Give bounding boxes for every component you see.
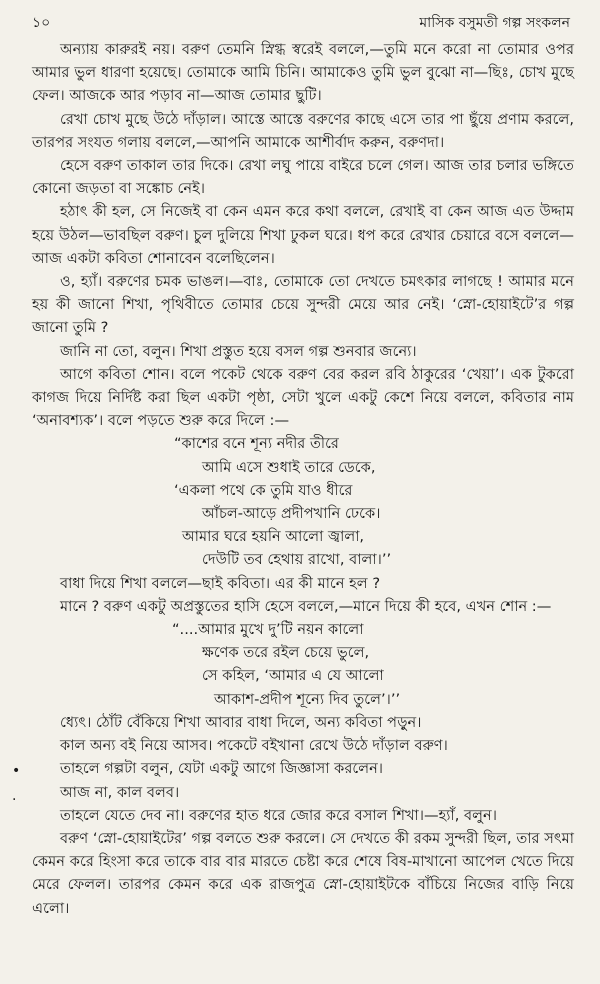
margin-dot-mark: • xyxy=(12,763,21,779)
page-number: ১০ xyxy=(32,15,51,31)
page-header xyxy=(32,14,574,32)
poem-line: আঁচল-আড়ে প্রদীপখানি ঢেকে। xyxy=(202,505,381,523)
paragraph: ও, হ্যাঁ। বরুণের চমক ভাঙল।—বাঃ, তোমাকে তো দেখতে চমৎকার লাগছে ! আমার মনে হয় কী জানো শিখা, পৃথিবীতে তোমার চেয়ে সুন্দরী মেয়ে আর নেই। ‘স্নো-হোয়াইটে’র গল্প জানো তুমি ? xyxy=(32,273,574,337)
paragraph: তাহলে যেতে দেব না। বরুণের হাত ধরে জোর করে বসাল শিখা।—হ্যাঁ, বলুন। xyxy=(60,806,497,824)
paragraph: বাধা দিয়ে শিখা বললে—ছাই কবিতা। এর কী মানে হল ? xyxy=(60,574,381,592)
paragraph: রেখা চোখ মুছে উঠে দাঁড়াল। আস্তে আস্তে বরুণের কাছে এসে তার পা ছুঁয়ে প্রণাম করলে, তারপর সংযত গলায় বললে,—আপনি আমাকে আশীর্বাদ করুন, বরুণদা। xyxy=(32,110,574,151)
poem-line: ‘একলা পথে কে তুমি যাও ধীরে xyxy=(174,481,353,499)
paragraph: অন্যায় কারুরই নয়। বরুণ তেমনি স্নিগ্ধ স্বরেই বললে,—তুমি মনে করো না তোমার ওপর আমার ভুল ধারণা হয়েছে। তোমাকে আমি চিনি। আমাকেও তুমি ভুল বুঝো না—ছিঃ, চোখ মুছে ফেল। আজকে আর পড়াব না—আজ তোমার ছুটি। xyxy=(32,41,574,105)
poem-line: “কাশের বনে শূন্য নদীর তীরে xyxy=(174,435,339,453)
story-text xyxy=(32,38,574,920)
paragraph: হেসে বরুণ তাকাল তার দিকে। রেখা লঘু পায়ে বাইরে চলে গেল। আজ তার চলার ভঙ্গিতে কোনো জড়তা বা সঙ্কোচ নেই। xyxy=(32,157,574,198)
poem-line: দেউটি তব হেথায় রাখো, বালা।’’ xyxy=(202,551,392,569)
poem-line: আমি এসে শুধাই তারে ডেকে, xyxy=(202,458,376,476)
paragraph: কাল অন্য বই নিয়ে আসব। পকেটে বইখানা রেখে উঠে দাঁড়াল বরুণ। xyxy=(60,737,448,755)
paragraph: জানি না তো, বলুন। শিখা প্রস্তুত হয়ে বসল গল্প শুনবার জন্যে। xyxy=(60,342,417,360)
margin-dot-mark: · xyxy=(12,792,17,808)
poem-line: “....আমার মুখে দু’টি নয়ন কালো xyxy=(172,621,364,639)
paragraph: মানে ? বরুণ একটু অপ্রস্তুতের হাসি হেসে বললে,—মানে দিয়ে কী হবে, এখন শোন :— xyxy=(60,597,552,615)
poem-line: আকাশ-প্রদীপ শূন্যে দিব তুলে’।’’ xyxy=(214,690,401,708)
poem-line: আমার ঘরে হয়নি আলো জ্বালা, xyxy=(182,528,365,546)
poem-stanza-2 xyxy=(32,618,574,711)
paragraph: ধ্যেৎ। ঠোঁট বেঁকিয়ে শিখা আবার বাধা দিলে, অন্য কবিতা পড়ুন। xyxy=(60,713,422,731)
paragraph: বরুণ ‘স্নো-হোয়াইটের’ গল্প বলতে শুরু করলে। সে দেখতে কী রকম সুন্দরী ছিল, তার সৎমা কেমন করে হিংসা করে তাকে বার বার মারতে চেষ্টা করে শেষে বিষ-মাখানো আপেল খেতে দিয়ে মেরে ফেলল। তারপর কেমন করে এক রাজপুত্র স্নো-হোয়াইটকে বাঁচিয়ে নিজের বাড়ি নিয়ে এলো। xyxy=(32,829,574,917)
poem-line: ক্ষণেক তরে রইল চেয়ে ভুলে, xyxy=(202,644,370,662)
poem-line: সে কহিল, ‘আমার এ যে আলো xyxy=(202,667,384,685)
paragraph: তাহলে গল্পটা বলুন, যেটা একটু আগে জিজ্ঞাসা করলেন। xyxy=(60,760,384,778)
paragraph: হঠাৎ কী হল, সে নিজেই বা কেন এমন করে কথা বললে, রেখাই বা কেন আজ এত উদ্দাম হয়ে উঠল—ভাবছিল বরুণ। চুল দুলিয়ে শিখা ঢুকল ঘরে। ধপ করে রেখার চেয়ারে বসে বললে—আজ একটা কবিতা শোনাবেন বলেছিলেন। xyxy=(32,203,574,267)
paragraph: আগে কবিতা শোন। বলে পকেট থেকে বরুণ বের করল রবি ঠাকুরের ‘খেয়া’। এক টুকরো কাগজ দিয়ে নির্দিষ্ট করা ছিল একটা পৃষ্ঠা, সেটা খুলে একটু কেশে নিয়ে বললে, কবিতার নাম ‘অনাবশ্যক’। বলে পড়তে শুরু করে দিলে :— xyxy=(32,365,574,430)
poem-stanza-1 xyxy=(32,432,574,571)
paragraph: আজ না, কাল বলব। xyxy=(60,783,180,801)
book-title: মাসিক বসুমতী গল্প সংকলন xyxy=(419,15,570,31)
